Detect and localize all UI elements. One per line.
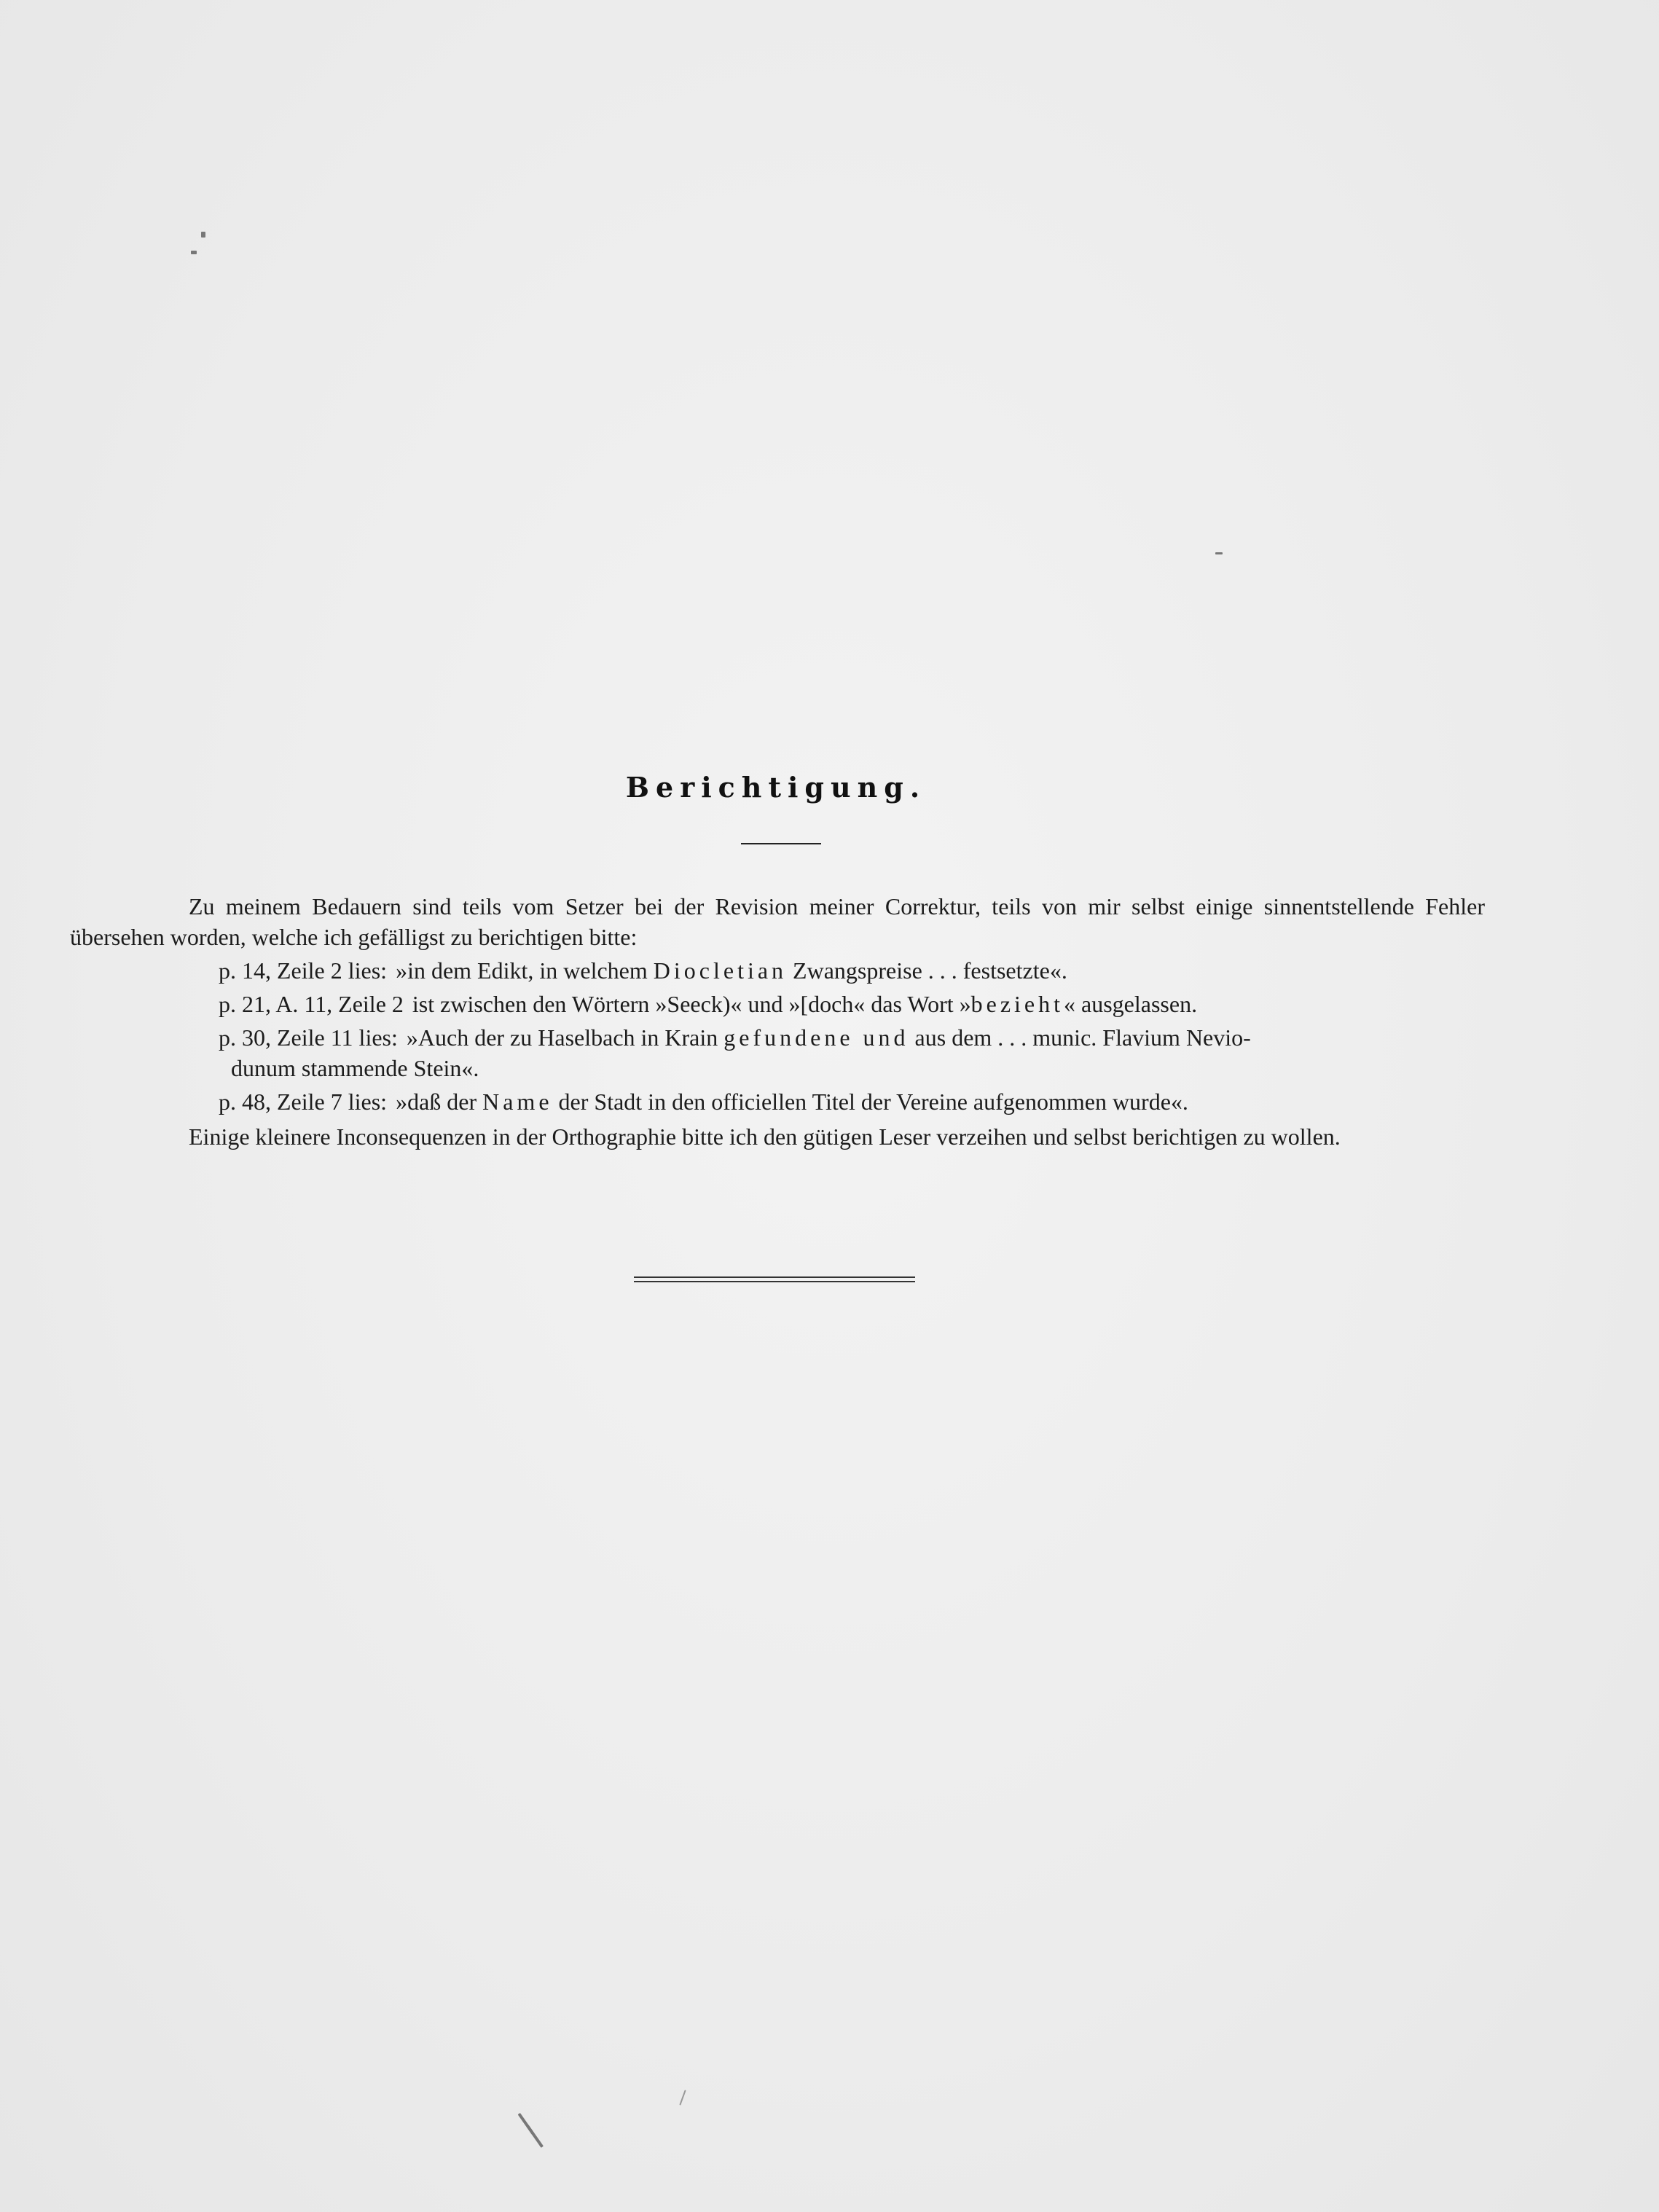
entry-reference: p. 30, Zeile 11 lies: bbox=[219, 1024, 398, 1051]
correction-entry bbox=[70, 989, 1485, 1019]
correction-entry bbox=[70, 1022, 1485, 1083]
correction-entry bbox=[70, 1086, 1485, 1117]
entry-reference: p. 21, A. 11, Zeile 2 bbox=[219, 991, 404, 1017]
entry-text: « ausgelassen. bbox=[1064, 991, 1198, 1017]
entry-text: »daß der bbox=[396, 1089, 483, 1115]
end-divider bbox=[634, 1276, 915, 1282]
title-divider bbox=[741, 843, 821, 844]
scan-speck bbox=[679, 2090, 686, 2105]
entry-text: Zwangspreise . . . festsetzte«. bbox=[787, 957, 1067, 984]
entry-emphasis: Diocletian bbox=[653, 957, 788, 984]
scan-speck bbox=[1215, 552, 1223, 554]
entry-reference: p. 14, Zeile 2 lies: bbox=[219, 957, 388, 984]
entry-text: »Auch der zu Haselbach in Krain bbox=[406, 1024, 724, 1051]
entry-emphasis: bezieht bbox=[970, 991, 1064, 1017]
closing-paragraph: Einige kleinere Inconsequenzen in der Orthographie bitte ich den gütigen Leser verzeihen und selbst berichtigen zu wollen. bbox=[189, 1123, 1341, 1150]
entry-text: ist zwischen den Wörtern »Seeck)« und »[doch« das Wort » bbox=[412, 991, 971, 1017]
body-text bbox=[70, 891, 1485, 1152]
intro-paragraph: Zu meinem Bedauern sind teils vom Setzer bei der Revision meiner Correktur, teils von mir selbst einige sinnentstellende Fehler übersehen worden, welche ich gefälligst zu berichtigen bitte: bbox=[70, 893, 1485, 950]
entry-text: aus dem . . . munic. Flavium Nevio- bbox=[909, 1024, 1251, 1051]
scan-speck bbox=[201, 232, 205, 238]
entry-emphasis: gefundene und bbox=[723, 1024, 909, 1051]
page-title: Berichtigung. bbox=[625, 771, 927, 804]
scan-speck bbox=[526, 2125, 544, 2148]
entry-reference: p. 48, Zeile 7 lies: bbox=[219, 1089, 388, 1115]
correction-entry bbox=[70, 955, 1485, 986]
scan-speck bbox=[191, 251, 197, 254]
entry-text: »in dem Edikt, in welchem bbox=[396, 957, 654, 984]
entry-emphasis: Name bbox=[482, 1089, 553, 1115]
entry-text: der Stadt in den officiellen Titel der Vereine aufgenommen wurde«. bbox=[552, 1089, 1188, 1115]
entry-continuation: dunum stammende Stein«. bbox=[231, 1055, 479, 1081]
corrections-list bbox=[70, 955, 1485, 1117]
